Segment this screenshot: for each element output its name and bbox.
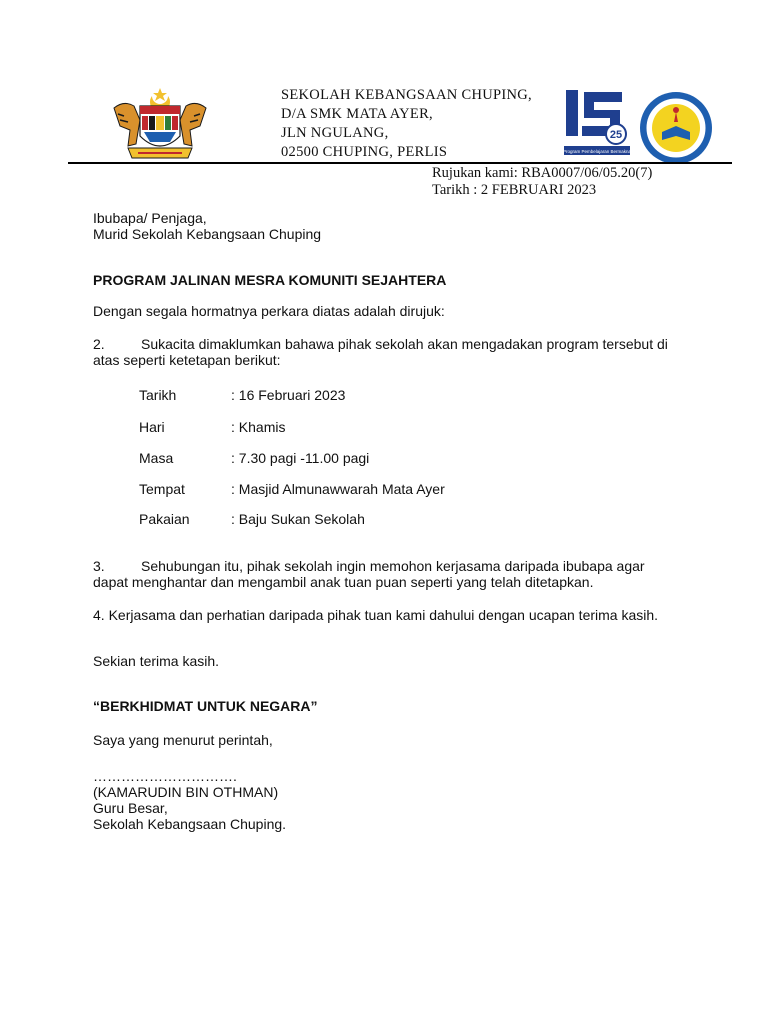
- detail-value: : 16 Februari 2023: [231, 387, 346, 403]
- signatory-name: (KAMARUDIN BIN OTHMAN): [93, 784, 279, 800]
- detail-value: : 7.30 pagi -11.00 pagi: [231, 450, 370, 466]
- reference-number: Rujukan kami: RBA0007/06/05.20(7): [432, 165, 653, 181]
- detail-label: Tempat: [139, 481, 185, 497]
- reference-block: [432, 165, 652, 199]
- school-name: SEKOLAH KEBANGSAAN CHUPING,: [281, 87, 532, 103]
- school-address-block: [281, 86, 532, 162]
- detail-value: : Masjid Almunawwarah Mata Ayer: [231, 481, 445, 497]
- paragraph-number: 3.: [93, 558, 105, 574]
- paragraph-number: 2.: [93, 336, 105, 352]
- paragraph-3-line-2: dapat menghantar dan mengambil anak tuan puan seperti yang telah ditetapkan.: [93, 574, 594, 590]
- detail-label: Pakaian: [139, 511, 190, 527]
- school-address-line: JLN NGULANG,: [281, 125, 389, 141]
- malaysia-coat-of-arms-logo: [110, 86, 210, 166]
- detail-label: Tarikh: [139, 387, 177, 403]
- detail-label: Hari: [139, 419, 165, 435]
- signatory-school: Sekolah Kebangsaan Chuping.: [93, 816, 287, 832]
- paragraph-text: Sukacita dimaklumkan bahawa pihak sekolah akan mengadakan program tersebut di: [141, 336, 668, 352]
- school-address-line: D/A SMK MATA AYER,: [281, 106, 433, 122]
- detail-label: Masa: [139, 450, 174, 466]
- paragraph-3-line-1: [93, 558, 645, 575]
- opening-paragraph: Dengan segala hormatnya perkara diatas adalah dirujuk:: [93, 303, 445, 319]
- motto: “BERKHIDMAT UNTUK NEGARA”: [93, 698, 318, 714]
- letter-date: Tarikh : 2 FEBRUARI 2023: [432, 182, 597, 198]
- paragraph-2-line-1: [93, 336, 668, 353]
- is25-caption: Program Pembelajaran Bermakna: [562, 149, 632, 154]
- paragraph-text: Sehubungan itu, pihak sekolah ingin memohon kerjasama daripada ibubapa agar: [141, 558, 645, 574]
- is25-program-logo: [562, 86, 632, 158]
- recipient-line: Ibubapa/ Penjaga,: [93, 210, 207, 226]
- letter-subject: PROGRAM JALINAN MESRA KOMUNITI SEJAHTERA: [93, 272, 447, 288]
- detail-value: : Khamis: [231, 419, 286, 435]
- paragraph-4: 4. Kerjasama dan perhatian daripada pihak tuan kami dahului dengan ucapan terima kasih.: [93, 607, 659, 623]
- is25-number: 25: [609, 129, 623, 141]
- closing-line: Sekian terima kasih.: [93, 653, 220, 669]
- signature-line: ………………………….: [93, 768, 237, 784]
- detail-value: : Baju Sukan Sekolah: [231, 511, 365, 527]
- paragraph-2-line-2: atas seperti ketetapan berikut:: [93, 352, 281, 368]
- school-address-line: 02500 CHUPING, PERLIS: [281, 144, 448, 160]
- signature-intro: Saya yang menurut perintah,: [93, 732, 273, 748]
- recipient-line: Murid Sekolah Kebangsaan Chuping: [93, 226, 322, 242]
- school-emblem-logo: [638, 90, 714, 166]
- header-divider: [68, 162, 732, 164]
- signatory-title: Guru Besar,: [93, 800, 168, 816]
